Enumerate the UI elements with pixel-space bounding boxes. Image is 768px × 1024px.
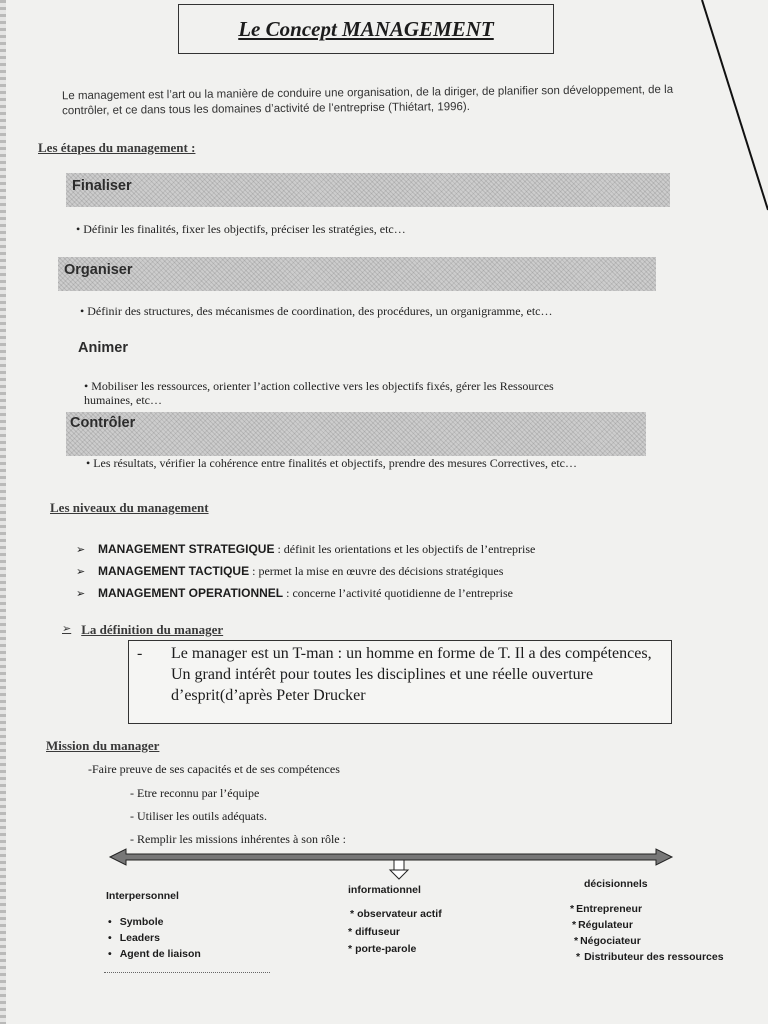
- step-desc-controler: • Les résultats, vérifier la cohérence entre finalités et objectifs, prendre des mesures Correctives, etc…: [86, 456, 577, 470]
- title-box: [178, 4, 554, 54]
- role-item: * observateur actif: [350, 908, 442, 920]
- arrow-bullet-icon: ➢: [76, 588, 86, 600]
- step-bar-controler: [66, 412, 646, 456]
- definition-box: [128, 640, 672, 724]
- role-heading-interpersonnel: Interpersonnel: [106, 890, 179, 902]
- role-item: • Symbole: [108, 916, 164, 928]
- levels-heading: Les niveaux du management: [50, 500, 209, 515]
- step-label-organiser: Organiser: [64, 262, 133, 278]
- definition-heading-row: [62, 622, 223, 638]
- quote-dash: -: [137, 645, 143, 662]
- level-strategique: ➢ MANAGEMENT STRATEGIQUE : définit les orientations et les objectifs de l’entreprise: [76, 542, 536, 556]
- role-item: • Agent de liaison: [108, 948, 201, 960]
- dotted-separator: [104, 972, 270, 973]
- definition-text: Le manager est un T-man : un homme en forme de T. Il a des compétences, Un grand intérêt pour toutes les disciplines et une réelle ouverture d’esprit(d’après Peter Drucker: [171, 645, 652, 704]
- mission-item: - Remplir les missions inhérentes à son rôle :: [130, 832, 346, 846]
- step-label-finaliser: Finaliser: [72, 178, 132, 194]
- role-item: * porte-parole: [348, 943, 417, 955]
- role-item: * diffuseur: [348, 926, 401, 938]
- intro-paragraph: Le management est l’art ou la manière de conduire une organisation, de la diriger, de planifier son développement, de la contrôler, et ce dans tous les domaines d’activité de l’entreprise (Thiétart, 1996).: [61, 83, 674, 118]
- scan-shadow-left: [0, 0, 6, 1024]
- mission-item: - Utiliser les outils adéquats.: [130, 809, 267, 823]
- double-arrow-diagram: [108, 846, 674, 880]
- step-desc-organiser: • Définir des structures, des mécanismes de coordination, des procédures, un organigramme, etc…: [80, 304, 553, 318]
- mission-intro: -Faire preuve de ses capacités et de ses compétences: [88, 762, 340, 776]
- step-desc-animer: • Mobiliser les ressources, orienter l’action collective vers les objectifs fixés, gérer les Ressources humaines, etc…: [84, 379, 554, 407]
- mission-heading: Mission du manager: [46, 738, 160, 753]
- level-operationnel: ➢ MANAGEMENT OPERATIONNEL : concerne l’activité quotidienne de l’entreprise: [76, 586, 514, 600]
- arrow-bullet-icon: ➢: [62, 623, 72, 635]
- role-item: * Distributeur des ressources: [576, 951, 724, 963]
- paper-edge-line: [698, 0, 768, 220]
- arrow-bullet-icon: ➢: [76, 566, 86, 578]
- step-desc-finaliser: • Définir les finalités, fixer les objectifs, préciser les stratégies, etc…: [76, 222, 406, 236]
- step-label-controler: Contrôler: [70, 415, 136, 431]
- step-bar-finaliser: [66, 173, 670, 207]
- role-item: * Régulateur: [572, 919, 633, 931]
- step-label-animer: Animer: [78, 340, 128, 356]
- role-heading-decisionnels: décisionnels: [584, 878, 648, 890]
- level-tactique: ➢ MANAGEMENT TACTIQUE : permet la mise en œuvre des décisions stratégiques: [76, 564, 504, 578]
- role-heading-informationnel: informationnel: [348, 884, 421, 896]
- arrow-bullet-icon: ➢: [76, 544, 86, 556]
- definition-heading: La définition du manager: [81, 622, 224, 637]
- steps-heading: Les étapes du management :: [38, 140, 196, 155]
- page-title: Le Concept MANAGEMENT: [238, 17, 494, 41]
- role-item: * Entrepreneur: [570, 903, 643, 915]
- step-bar-organiser: [58, 257, 656, 291]
- role-item: • Leaders: [108, 932, 160, 944]
- role-item: * Négociateur: [574, 935, 641, 947]
- mission-item: - Etre reconnu par l’équipe: [130, 786, 260, 800]
